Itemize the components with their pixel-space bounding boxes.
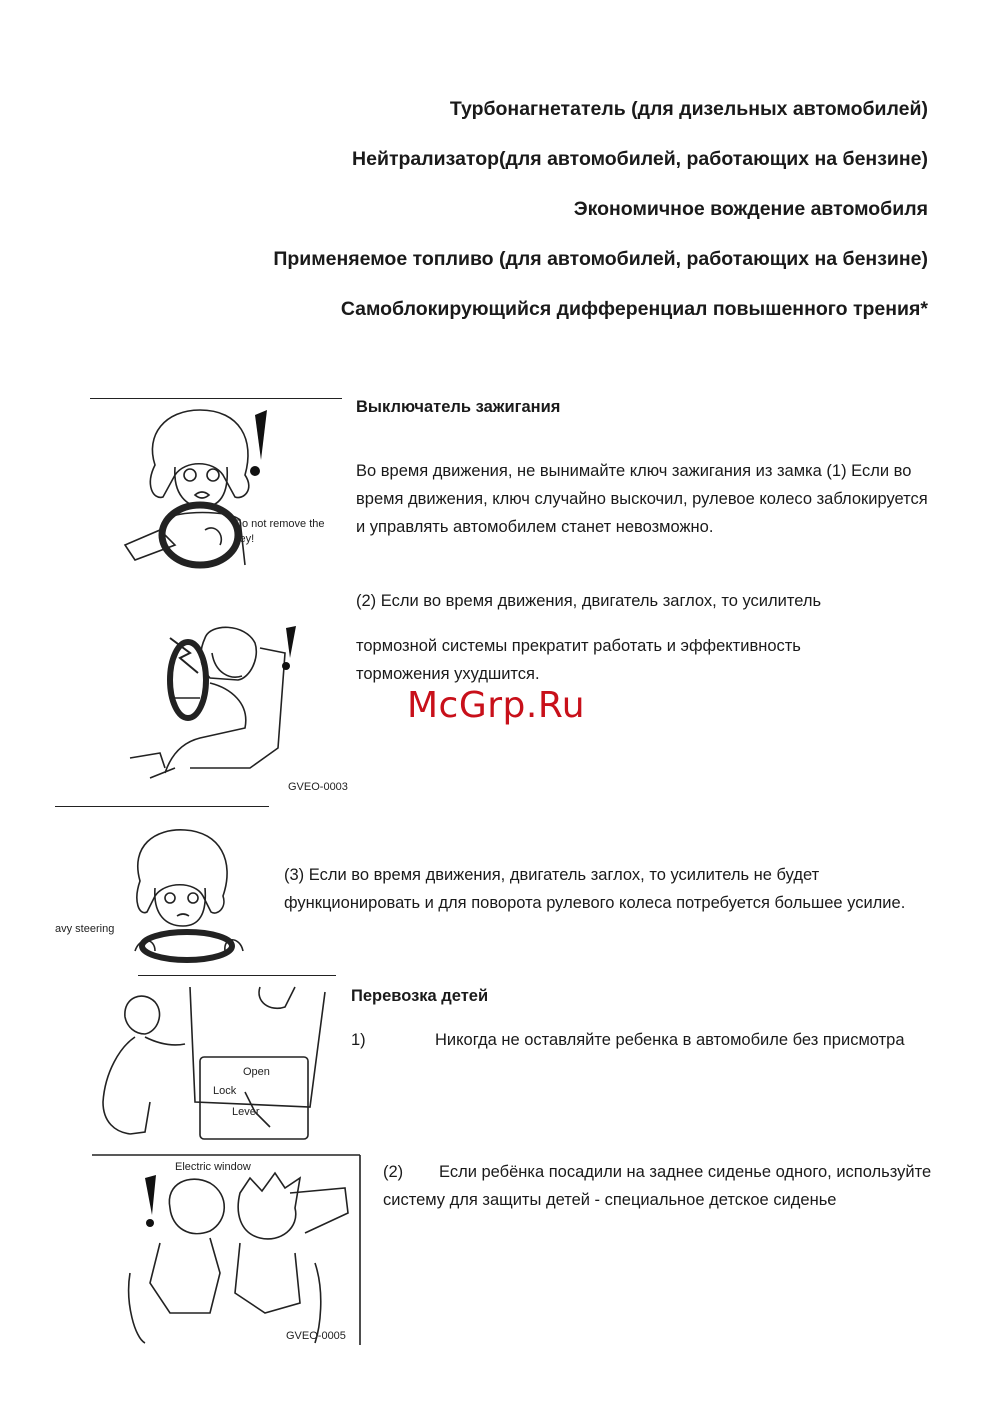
fig2-code: GVEO-0003 <box>288 781 348 793</box>
illustration-electric-window <box>90 1153 365 1348</box>
heading-fuel: Применяемое топливо (для автомобилей, работающих на бензине) <box>273 248 928 270</box>
fig4-lever-label: Lever <box>232 1106 260 1118</box>
divider-middle <box>55 806 269 807</box>
children-item-2-text: Если ребёнка посадили на заднее сиденье одного, используйте систему для защиты детей - специальное детское сиденье <box>383 1163 932 1209</box>
fig4-open-label: Open <box>243 1066 270 1078</box>
children-item-1-number: 1) <box>351 1031 366 1049</box>
heading-economical-driving: Экономичное вождение автомобиля <box>573 198 928 220</box>
watermark: McGrp.Ru <box>407 685 586 726</box>
heading-turbocharger: Турбонагнетатель (для дизельных автомобилей) <box>449 98 928 120</box>
heading-differential: Самоблокирующийся дифференциал повышенного трения* <box>340 298 928 320</box>
fig1-caption-line2: key! <box>234 533 255 545</box>
ignition-paragraph-1: Во время движения, не вынимайте ключ зажигания из замка (1) Если во время движения, ключ случайно выскочил, рулевое колесо заблокируется и управлять автомобилем станет невозможно. <box>356 462 928 536</box>
ignition-paragraph-2b: тормозной системы прекратит работать и эффективность торможения ухудшится. <box>356 637 801 683</box>
children-item-2-number: (2) <box>383 1163 404 1181</box>
children-item-2 <box>383 1158 943 1214</box>
children-item-1-text: Никогда не оставляйте ребенка в автомобиле без присмотра <box>435 1031 905 1049</box>
fig3-caption: avy steering <box>55 923 115 935</box>
ignition-paragraph-3: (3) Если во время движения, двигатель заглох, то усилитель не будет функционировать и для поворота рулевого колеса потребуется большее усилие. <box>284 866 906 912</box>
illustration-child-lock <box>95 982 340 1147</box>
heading-catalytic-converter: Нейтрализатор(для автомобилей, работающих на бензине) <box>352 148 928 170</box>
illustration-heavy-steering <box>55 826 275 974</box>
fig4-lock-label: Lock <box>213 1085 237 1097</box>
fig5-caption: Electric window <box>175 1161 251 1173</box>
illustration-engine-stall <box>110 618 350 798</box>
section-title-ignition: Выключатель зажигания <box>356 398 561 416</box>
illustration-key-warning <box>105 405 345 575</box>
divider-top <box>90 398 342 399</box>
ignition-paragraph-2a: (2) Если во время движения, двигатель заглох, то усилитель <box>356 592 822 610</box>
children-item-1 <box>351 1026 911 1054</box>
fig5-code: GVEO-0005 <box>286 1330 346 1342</box>
divider-lower <box>138 975 336 976</box>
fig1-caption-line1: Do not remove the <box>234 518 325 530</box>
section-title-children: Перевозка детей <box>351 987 489 1005</box>
